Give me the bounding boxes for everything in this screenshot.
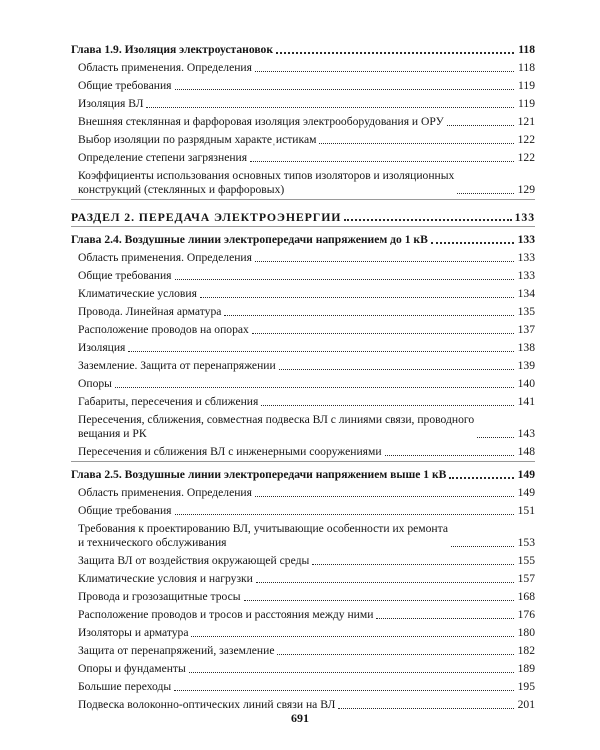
dot-leader — [277, 654, 514, 655]
page-number: 151 — [517, 504, 535, 517]
chapter-title: Глава 2.4. Воздушные линии электропередачи напряжением до 1 кВ — [71, 233, 428, 246]
entry-title: Выбор изоляции по разрядным характеˌистикам — [78, 133, 317, 146]
page-number: 139 — [517, 359, 535, 372]
page-number: 119 — [518, 97, 535, 110]
toc-entry — [71, 568, 535, 586]
dot-leader — [312, 564, 514, 565]
entry-title: Область применения. Определения — [78, 251, 252, 264]
entry-title: Климатические условия — [78, 287, 197, 300]
page-number: 140 — [517, 377, 535, 390]
dot-leader — [255, 71, 514, 72]
page-number: 119 — [518, 79, 535, 92]
dot-leader — [224, 315, 514, 316]
toc-entry — [71, 355, 535, 373]
page-number: 118 — [518, 61, 535, 74]
dot-leader — [431, 242, 514, 244]
dot-leader — [175, 514, 514, 515]
dot-leader — [279, 369, 514, 370]
dot-leader — [255, 261, 514, 262]
entry-title: Большие переходы — [78, 680, 172, 693]
page-number: 137 — [517, 323, 535, 336]
entry-title: Определение степени загрязнения — [78, 151, 248, 164]
page-number: 133 — [514, 210, 535, 224]
page-number: 118 — [518, 43, 535, 56]
toc-entry — [71, 409, 535, 441]
page-number: 182 — [517, 644, 535, 657]
entry-title: Опоры — [78, 377, 112, 390]
entry-title: Заземление. Защита от перенапряжении — [78, 359, 276, 372]
table-of-contents — [71, 39, 535, 712]
dot-leader — [449, 477, 514, 479]
toc-entry — [71, 75, 535, 93]
entry-title: Общие требования — [78, 504, 172, 517]
toc-entry — [71, 482, 535, 500]
dot-leader — [200, 297, 514, 298]
dot-leader — [344, 219, 511, 221]
entry-title: Расположение проводов на опорах — [78, 323, 249, 336]
page-number: 134 — [517, 287, 535, 300]
divider — [71, 461, 535, 462]
dot-leader — [252, 333, 514, 334]
toc-entry — [71, 319, 535, 337]
toc-entry — [71, 165, 535, 197]
entry-title: Провода и грозозащитные тросы — [78, 590, 241, 603]
entry-title: Изоляция — [78, 341, 126, 354]
dot-leader — [115, 387, 514, 388]
dot-leader — [191, 636, 514, 637]
toc-entry — [71, 604, 535, 622]
toc-chapter-2-4 — [71, 229, 535, 247]
entry-title: Изоляторы и арматура — [78, 626, 189, 639]
toc-entry — [71, 301, 535, 319]
toc-chapter-2-5 — [71, 464, 535, 482]
page-number: 195 — [517, 680, 535, 693]
toc-entry — [71, 93, 535, 111]
entry-title: Габариты, пересечения и сближения — [78, 395, 259, 408]
page-number: 180 — [517, 626, 535, 639]
page-number: 141 — [517, 395, 535, 408]
divider — [71, 226, 535, 227]
dot-leader — [250, 161, 514, 162]
dot-leader — [447, 125, 514, 126]
entry-title: Общие требования — [78, 269, 172, 282]
entry-title-line-1: Требования к проектированию ВЛ, учитывающие особенности их ремонта — [78, 522, 448, 535]
entry-title: Защита от перенапряжений, заземление — [78, 644, 275, 657]
entry-title: Изоляция ВЛ — [78, 97, 144, 110]
entry-title-line-2: конструкций (стеклянных и фарфоровых) — [78, 183, 285, 196]
toc-entry — [71, 337, 535, 355]
page-number: 189 — [517, 662, 535, 675]
dot-leader — [385, 455, 514, 456]
dot-leader — [175, 279, 514, 280]
page-number: 143 — [517, 427, 535, 440]
toc-section-2 — [71, 202, 535, 224]
toc-entry — [71, 676, 535, 694]
entry-title: Общие требования — [78, 79, 172, 92]
entry-title — [71, 413, 474, 441]
dot-leader — [276, 52, 514, 54]
page-number: 149 — [517, 468, 535, 481]
page-number: 201 — [517, 698, 535, 711]
toc-entry — [71, 57, 535, 75]
dot-leader — [256, 582, 514, 583]
page-number: 168 — [517, 590, 535, 603]
divider — [71, 199, 535, 200]
toc-entry — [71, 500, 535, 518]
entry-title: Провода. Линейная арматура — [78, 305, 222, 318]
toc-chapter-1-9 — [71, 39, 535, 57]
page-number: 133 — [517, 251, 535, 264]
entry-title-line-1: Коэффициенты использования основных типов изоляторов и изоляционных — [78, 169, 455, 182]
dot-leader — [174, 690, 514, 691]
page-number: 157 — [517, 572, 535, 585]
dot-leader — [319, 143, 514, 144]
page-footer-number: 691 — [291, 711, 309, 725]
page-number: 122 — [517, 133, 535, 146]
entry-title: Область применения. Определения — [78, 61, 252, 74]
dot-leader — [255, 496, 514, 497]
page-number: 149 — [517, 486, 535, 499]
entry-title — [71, 169, 454, 197]
dot-leader — [451, 546, 514, 547]
page-number: 129 — [517, 183, 535, 196]
page-number: 176 — [517, 608, 535, 621]
dot-leader — [146, 107, 514, 108]
entry-title: Внешняя стеклянная и фарфоровая изоляция электрооборудования и ОРУ — [78, 115, 444, 128]
entry-title — [71, 522, 448, 550]
dot-leader — [477, 437, 514, 438]
page-number: 135 — [517, 305, 535, 318]
dot-leader — [189, 672, 514, 673]
entry-title: Климатические условия и нагрузки — [78, 572, 253, 585]
page-number: 138 — [517, 341, 535, 354]
chapter-title: Глава 1.9. Изоляция электроустановок — [71, 43, 274, 56]
dot-leader — [338, 708, 514, 709]
entry-title: Область применения. Определения — [78, 486, 252, 499]
toc-entry — [71, 373, 535, 391]
toc-entry — [71, 441, 535, 459]
page-number: 153 — [517, 536, 535, 549]
dot-leader — [261, 405, 514, 406]
chapter-title: Глава 2.5. Воздушные линии электропередачи напряжением выше 1 кВ — [71, 468, 447, 481]
toc-entry — [71, 391, 535, 409]
toc-entry — [71, 550, 535, 568]
page-number: 133 — [517, 233, 535, 246]
toc-entry — [71, 129, 535, 147]
dot-leader — [244, 600, 514, 601]
page-number: 121 — [517, 115, 535, 128]
entry-title: Подвеска волоконно-оптических линий связи на ВЛ — [78, 698, 336, 711]
toc-entry — [71, 147, 535, 165]
toc-entry — [71, 518, 535, 550]
page-number: 122 — [517, 151, 535, 164]
toc-entry — [71, 247, 535, 265]
page-number: 148 — [517, 445, 535, 458]
entry-title: Опоры и фундаменты — [78, 662, 186, 675]
dot-leader — [175, 89, 514, 90]
toc-entry — [71, 283, 535, 301]
entry-title: Пересечения и сближения ВЛ с инженерными сооружениями — [78, 445, 382, 458]
entry-title: Защита ВЛ от воздействия окружающей среды — [78, 554, 310, 567]
toc-entry — [71, 640, 535, 658]
toc-entry — [71, 658, 535, 676]
toc-entry — [71, 265, 535, 283]
toc-entry — [71, 111, 535, 129]
page-number: 155 — [517, 554, 535, 567]
toc-entry — [71, 622, 535, 640]
page-number: 133 — [517, 269, 535, 282]
section-title: РАЗДЕЛ 2. ПЕРЕДАЧА ЭЛЕКТРОЭНЕРГИИ — [71, 210, 342, 224]
entry-title-line-2: и технического обслуживания — [78, 536, 227, 549]
toc-entry — [71, 694, 535, 712]
dot-leader — [457, 193, 514, 194]
entry-title: Расположение проводов и тросов и расстояния между ними — [78, 608, 374, 621]
dot-leader — [128, 351, 514, 352]
entry-title-line-2: вещания и РК — [78, 427, 147, 440]
dot-leader — [376, 618, 514, 619]
entry-title-line-1: Пересечения, сближения, совместная подвеска ВЛ с линиями связи, проводного — [78, 413, 475, 426]
toc-entry — [71, 586, 535, 604]
